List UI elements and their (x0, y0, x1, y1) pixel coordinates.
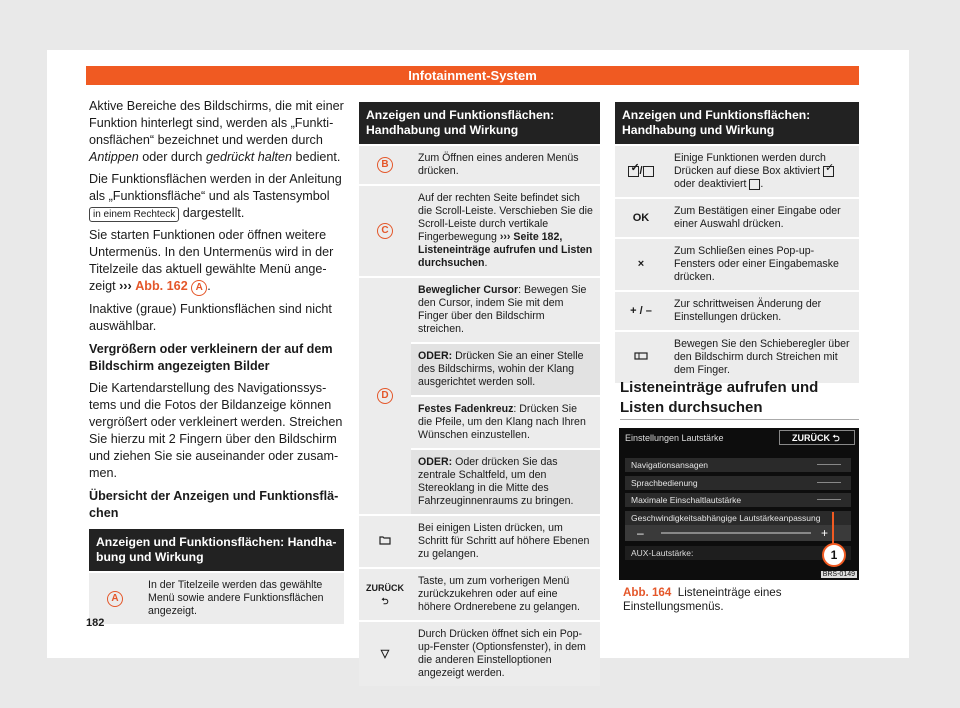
marker-d: D (377, 388, 393, 404)
table-header: Anzeigen und Funktionsflächen: Handhabung und Wirkung (359, 100, 600, 144)
back-button[interactable]: ZURÜCK ⮌ (779, 430, 855, 445)
row-description: Bewegen Sie den Schieberegler über den Bildschirm durch Streichen mit dem Finger. (667, 330, 859, 383)
slider-indicator (817, 464, 841, 465)
paragraph-submenus: Sie starten Funktionen oder öffnen weitere Untermenüs. In den Untermenüs wird in der Titelzeile das aktuell gewählte Menü angezeigt ››› Abb. 162 A . (89, 227, 344, 296)
list-item[interactable]: Maximale Einschaltlautstärke (625, 493, 851, 507)
table-row (615, 290, 859, 330)
row-description: ODER: Oder drücken Sie das zentrale Schaltfeld, um den Stereoklang in die Mitte des Fahrzeuginnenraums zu bringen. (411, 448, 600, 514)
row-description: In der Titelzeile werden das gewählte Menü sowie andere Funktionsflächen angezeigt. (141, 571, 344, 624)
table-row (89, 571, 344, 624)
paragraph-zoom: Die Kartendarstellung des Navigationssystems und die Fotos der Bildanzeige können vergrößert oder verkleinert werden. Streichen Sie hierzu mit 2 Fingern über den Bildschirm und ziehen Sie sie auseinander oder zusammen. (89, 381, 343, 480)
table-row (359, 276, 600, 342)
list-item[interactable]: Navigationsansagen (625, 458, 851, 472)
slider-track (661, 532, 811, 534)
table-header: Anzeigen und Funktionsflächen: Handhabung und Wirkung (89, 527, 344, 571)
row-description: Zum Schließen eines Pop-up-Fensters oder einer Eingabemaske drücken. (667, 237, 859, 290)
table-header: Anzeigen und Funktionsflächen: Handhabung und Wirkung (615, 100, 859, 144)
dropdown-triangle-icon: ▽ (359, 620, 411, 686)
row-description: Durch Drücken öffnet sich ein Pop-up-Fenster (Optionsfenster), in dem die anderen Einstelloptionen angezeigt werden. (411, 620, 600, 686)
row-description: Bei einigen Listen drücken, um Schritt für Schritt auf höhere Ebenen zu gelangen. (411, 514, 600, 567)
callout-line (832, 512, 834, 545)
minus-button[interactable]: – (637, 526, 644, 540)
checkbox-checked-icon: ✓ (823, 166, 834, 177)
table-row (359, 620, 600, 686)
cross-ref-arrow: ››› (119, 279, 132, 293)
folder-icon (359, 514, 411, 567)
column-right (615, 100, 859, 383)
figure-caption: Abb. 164 Listeneinträge eines Einstellungsmenüs. (623, 586, 782, 613)
ok-label: OK (615, 197, 667, 237)
paragraph-rect: Die Funktionsflächen werden in der Anleitung als „Funktionsfläche“ und als Tastensymbol in einem Rechteck dargestellt. (89, 172, 342, 220)
marker-a: A (107, 591, 123, 607)
column-left (89, 98, 344, 624)
list-item[interactable]: Sprachbedienung (625, 476, 851, 490)
table-row (615, 197, 859, 237)
plus-minus-icon: + / – (615, 290, 667, 330)
slider-indicator (817, 482, 841, 483)
checkbox-checked-icon: ✓ (628, 166, 639, 177)
slider-icon (615, 330, 667, 383)
checkbox-empty-icon (749, 179, 760, 190)
volume-slider[interactable] (625, 525, 851, 541)
rectangle-label: in einem Rechteck (89, 207, 179, 222)
row-description: Zum Öffnen eines anderen Menüs drücken. (411, 144, 600, 184)
close-icon: × (615, 237, 667, 290)
figure-screenshot (619, 428, 859, 580)
back-label: ZURÜCK (366, 582, 404, 593)
page-header: Infotainment-System (86, 66, 859, 85)
row-description: Festes Fadenkreuz: Drücken Sie die Pfeile, um den Klang nach Ihren Wünschen einzustellen. (411, 395, 600, 448)
row-description: Beweglicher Cursor: Bewegen Sie den Cursor, indem Sie mit dem Finger über den Bildschirm streichen. (411, 276, 600, 342)
paragraph-inactive: Inaktive (graue) Funktionsflächen sind nicht auswählbar. (89, 302, 332, 333)
back-arrow-icon: ⮌ (832, 433, 840, 443)
overview-table-1 (89, 527, 344, 624)
callout-marker: 1 (822, 543, 846, 567)
table-row (359, 567, 600, 620)
list-item[interactable]: Geschwindigkeitsabhängige Lautstärkeanpassung (625, 511, 851, 525)
divider (620, 419, 859, 420)
row-description: Taste, um zum vorherigen Menü zurückzukehren oder auf eine höhere Ordnerebene zu gelangen. (411, 567, 600, 620)
table-row (615, 330, 859, 383)
table-row (615, 237, 859, 290)
overview-table-3 (615, 100, 859, 383)
figure-code: BRS-0149 (822, 571, 855, 578)
section-heading: Listeneinträge aufrufen und Listen durchsuchen (620, 379, 819, 416)
marker-c: C (377, 223, 393, 239)
back-arrow-icon: ⮌ (381, 595, 389, 606)
checkbox-empty-icon (643, 166, 654, 177)
cross-ref-link[interactable]: ››› Seite 182, Listeneinträge aufrufen und Listen durchsuchen (418, 231, 593, 269)
column-middle (359, 100, 600, 686)
heading-zoom: Vergrößern oder verkleinern der auf dem Bildschirm angezeigten Bilder (89, 342, 333, 373)
row-description: Einige Funktionen werden durch Drücken auf diese Box aktiviert ✓ oder deaktiviert . (667, 144, 859, 197)
row-description: Auf der rechten Seite befindet sich die Scroll-Leiste. Verschieben Sie die Scroll-Leiste durch vertikale Fingerbewegung ››› Seite 182, Listeneinträge aufrufen und Listen durchsuchen. (411, 184, 600, 276)
table-row (359, 514, 600, 567)
table-row: ✓ / Einige Funktionen werden durch Drücken auf diese Box aktiviert ✓ oder deaktiviert . (615, 144, 859, 197)
row-description: ODER: Drücken Sie an einer Stelle des Bildschirms, wohin der Klang ausgerichtet werden soll. (411, 342, 600, 395)
plus-button[interactable]: + (821, 526, 829, 540)
slider-indicator (817, 499, 841, 500)
figure-ref-link[interactable]: Abb. 162 (135, 279, 188, 293)
table-row (359, 144, 600, 184)
overview-table-2 (359, 100, 600, 686)
row-description: Zur schrittweisen Änderung der Einstellungen drücken. (667, 290, 859, 330)
heading-overview: Übersicht der Anzeigen und Funktionsflächen (89, 489, 339, 520)
list-item[interactable]: AUX-Lautstärke: (625, 546, 851, 560)
table-row (359, 184, 600, 276)
row-description: Zum Bestätigen einer Eingabe oder einer Auswahl drücken. (667, 197, 859, 237)
marker-a: A (191, 280, 207, 296)
paragraph-intro: Aktive Bereiche des Bildschirms, die mit einer Funktion hinterlegt sind, werden als „Funktionsflächen“ bezeichnet und werden durch Antippen oder durch gedrückt halten bedient. (89, 99, 344, 164)
screen-title: Einstellungen Lautstärke (625, 433, 724, 443)
page-number: 182 (86, 617, 105, 629)
marker-b: B (377, 157, 393, 173)
caption-label: Abb. 164 (623, 586, 672, 599)
